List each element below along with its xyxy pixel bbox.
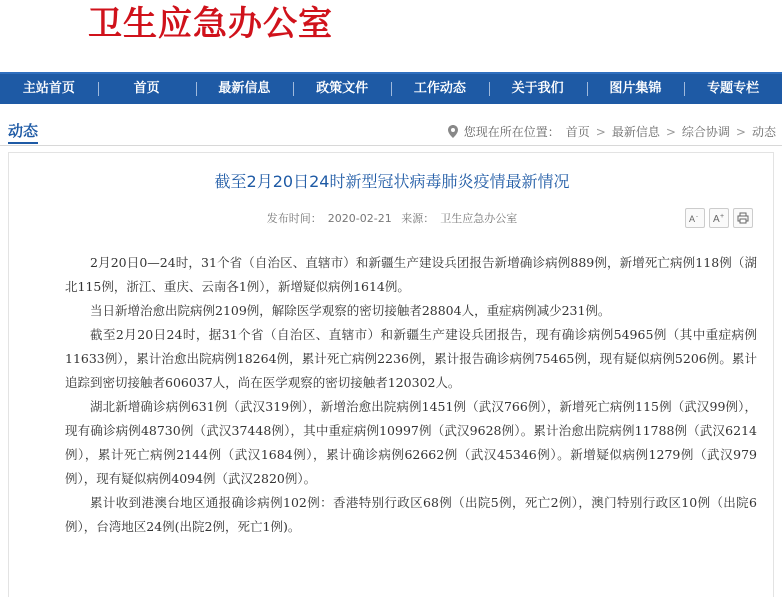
breadcrumb-latest[interactable]: 最新信息 [611,125,660,139]
nav-item-policy[interactable]: 政策文件 [293,74,391,104]
nav-item-main-home[interactable]: 主站首页 [22,81,75,96]
nav-item-work-news[interactable]: 工作动态 [391,74,489,104]
article-paragraph: 累计收到港澳台地区通报确诊病例102例：香港特别行政区68例（出院5例，死亡2例），澳门特别行政区10例（出院6例），台湾地区24例(出院2例，死亡1例)。 [65,495,757,534]
breadcrumb-bar [0,118,782,146]
breadcrumb-separator: > [735,124,746,139]
section-title: 动态 [8,122,38,144]
nav-item-home[interactable]: 首页 [98,74,196,104]
article-container [8,152,774,597]
publish-label: 发布时间： [266,212,322,225]
article-paragraph: 当日新增治愈出院病例2109例，解除医学观察的密切接触者28804人，重症病例减少231例。 [90,303,611,318]
nav-item-about[interactable]: 关于我们 [489,74,587,104]
svg-text:+: + [720,213,725,220]
font-larger-button[interactable] [709,208,729,228]
site-header [0,0,782,72]
print-button[interactable] [733,208,753,228]
nav-item-gallery[interactable]: 图片集锦 [587,74,685,104]
font-larger-icon [713,213,725,223]
printer-icon [737,212,749,224]
breadcrumb-separator: > [595,124,606,139]
font-tools [685,208,753,228]
site-title[interactable]: 卫生应急办公室 [88,4,333,44]
source-label: 来源： [401,212,435,225]
svg-text:A: A [713,214,720,223]
article-paragraph: 截至2月20日24时，据31个省（自治区、直辖市）和新疆生产建设兵团报告，现有确诊病例54965例（其中重症病例11633例），累计治愈出院病例18264例，累计死亡病例2236例，累计报告确诊病例75465例，现有疑似病例5206例。累计追踪到密切接触者606037人，尚在医学观察的密切接触者120302人。 [65,327,757,390]
location-pin-icon [448,125,458,138]
svg-text:-: - [696,214,698,220]
font-smaller-button[interactable] [685,208,705,228]
nav-item-latest[interactable]: 最新信息 [196,74,294,104]
article-paragraph: 2月20日0—24时，31个省（自治区、直辖市）和新疆生产建设兵团报告新增确诊病例889例，新增死亡病例118例（湖北115例，浙江、重庆、云南各1例），新增疑似病例1614例。 [65,255,757,294]
article-title: 截至2月20日24时新型冠状病毒肺炎疫情最新情况 [214,172,570,191]
breadcrumb-prefix: 您现在所在位置： [463,125,560,139]
nav-item-topics[interactable]: 专题专栏 [684,74,782,104]
article-source: 卫生应急办公室 [440,212,518,225]
font-smaller-icon [689,213,701,223]
breadcrumb-coordination[interactable]: 综合协调 [681,125,730,139]
breadcrumb-home[interactable]: 首页 [565,125,590,139]
breadcrumb [448,123,776,140]
breadcrumb-separator: > [665,124,676,139]
article-meta [9,210,775,226]
publish-date: 2020-02-21 [327,212,392,225]
svg-text:A: A [689,214,696,223]
main-nav [0,72,782,104]
article-paragraph: 湖北新增确诊病例631例（武汉319例），新增治愈出院病例1451例（武汉766例），新增死亡病例115例（武汉99例），现有确诊病例48730例（武汉37448例），其中重症病例10997例（武汉9628例）。累计治愈出院病例11788例（武汉6214例），累计死亡病例2144例（武汉1684例），累计确诊病例62662例（武汉45346例）。新增疑似病例1279例（武汉979例），现有疑似病例4094例（武汉2820例）。 [65,399,757,486]
breadcrumb-current: 动态 [751,125,776,139]
article-body [65,251,757,539]
